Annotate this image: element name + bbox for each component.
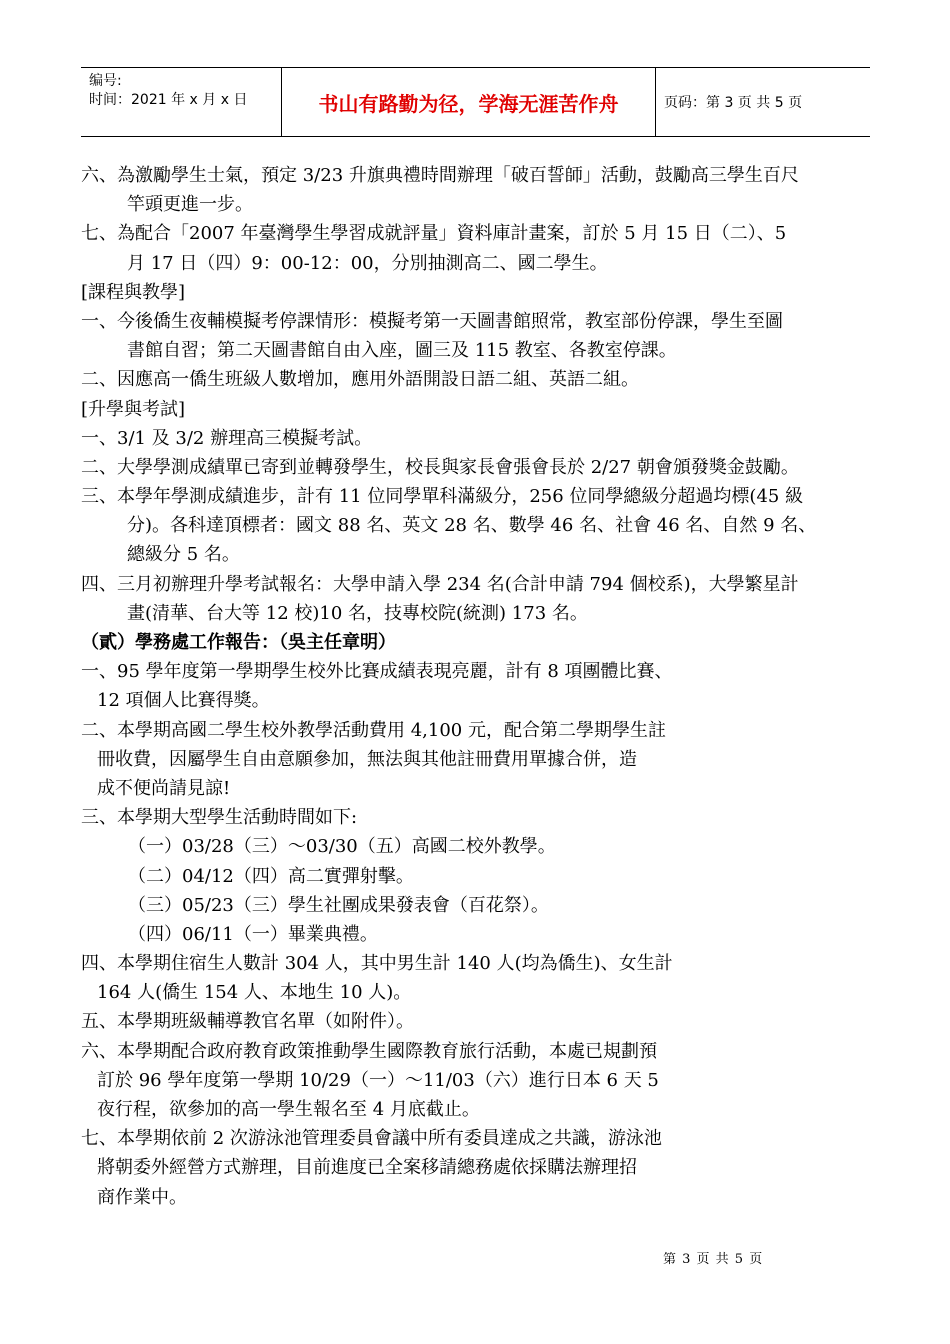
text-line: 畫(清華、台大等 12 校)10 名，技專校院(統測) 173 名。: [127, 602, 588, 624]
text-line: 六、為激勵學生士氣，預定 3/23 升旗典禮時間辦理「破百誓師」活動，鼓勵高三學生百尺: [81, 165, 799, 186]
text-line: 二、因應高一僑生班級人數增加，應用外語開設日語二組、英語二組。: [81, 369, 639, 391]
section-heading: [升學與考試]: [81, 398, 186, 420]
header-page-label: 页码：第 3 页 共 5 页: [664, 95, 803, 111]
text-line: 五、本學期班級輔導教官名單（如附件）。: [81, 1011, 414, 1033]
text-line: 三、本學年學測成績進步，計有 11 位同學單科滿級分，256 位同學總級分超過均標(45 級: [81, 486, 804, 508]
text-line: 商作業中。: [97, 1186, 187, 1208]
text-line: 竿頭更進一步。: [127, 194, 253, 216]
text-line: 訂於 96 學年度第一學期 10/29（一）～11/03（六）進行日本 6 天 5: [97, 1069, 659, 1091]
text-line: 七、本學期依前 2 次游泳池管理委員會議中所有委員達成之共識，游泳池: [81, 1128, 662, 1150]
page-footer: 第 3 页 共 5 页: [663, 1252, 764, 1267]
header-meta: [81, 68, 282, 136]
text-line: （三）05/23（三）學生社團成果發表會（百花祭）。: [128, 894, 549, 916]
header-motto: 书山有路勤为径，学海无涯苦作舟: [282, 68, 656, 136]
text-line: 一、3/1 及 3/2 辦理高三模擬考試。: [81, 427, 373, 449]
text-line: 總級分 5 名。: [127, 544, 240, 566]
text-line: 分)。各科達頂標者：國文 88 名、英文 28 名、數學 46 名、社會 46 名、自然 9 名、: [127, 515, 817, 537]
text-line: 冊收費，因屬學生自由意願參加，無法與其他註冊費用單據合併，造: [97, 748, 637, 770]
text-line: 將朝委外經營方式辦理，目前進度已全案移請總務處依採購法辦理招: [97, 1157, 637, 1179]
page-header: [81, 67, 870, 137]
document-body: [81, 161, 911, 1212]
text-line: （四）06/11（一）畢業典禮。: [128, 923, 378, 945]
number-label: 编号:: [89, 73, 122, 89]
text-line: 一、95 學年度第一學期學生校外比賽成績表現亮麗，計有 8 項團體比賽、: [81, 661, 673, 683]
text-line: 二、大學學測成績單已寄到並轉發學生，校長與家長會張會長於 2/27 朝會頒發獎金鼓勵。: [81, 456, 799, 478]
text-line: 成不便尚請見諒!: [97, 777, 231, 799]
date-label: 时间：2021 年 x 月 x 日: [89, 92, 248, 108]
text-line: 二、本學期高國二學生校外教學活動費用 4,100 元，配合第二學期學生註: [81, 719, 666, 741]
text-line: （二）04/12（四）高二實彈射擊。: [128, 865, 414, 887]
text-line: 月 17 日（四）9：00-12：00，分別抽測高二、國二學生。: [127, 252, 608, 274]
text-line: （一）03/28（三）～03/30（五）高國二校外教學。: [128, 836, 556, 858]
text-line: 164 人(僑生 154 人、本地生 10 人)。: [97, 982, 412, 1004]
text-line: 七、為配合「2007 年臺灣學生學習成就評量」資料庫計畫案，訂於 5 月 15 日（二）、5: [81, 223, 787, 245]
text-line: 12 項個人比賽得獎。: [97, 690, 270, 712]
text-line: 夜行程，欲參加的高一學生報名至 4 月底截止。: [97, 1099, 480, 1120]
text-line: 四、三月初辦理升學考試報名：大學申請入學 234 名(合計申請 794 個校系)，大學繁星計: [81, 573, 799, 595]
text-line: 一、今後僑生夜輔模擬考停課情形：模擬考第一天圖書館照常，教室部份停課，學生至圖: [81, 310, 783, 332]
section-heading: [課程與教學]: [81, 281, 186, 303]
text-line: 六、本學期配合政府教育政策推動學生國際教育旅行活動，本處已規劃預: [81, 1040, 657, 1062]
section-heading: （貳）學務處工作報告：（吳主任章明）: [81, 632, 396, 653]
text-line: 書館自習；第二天圖書館自由入座，圖三及 115 教室、各教室停課。: [127, 340, 677, 362]
text-line: 四、本學期住宿生人數計 304 人，其中男生計 140 人(均為僑生)、女生計: [81, 953, 673, 975]
text-line: 三、本學期大型學生活動時間如下:: [81, 807, 358, 829]
